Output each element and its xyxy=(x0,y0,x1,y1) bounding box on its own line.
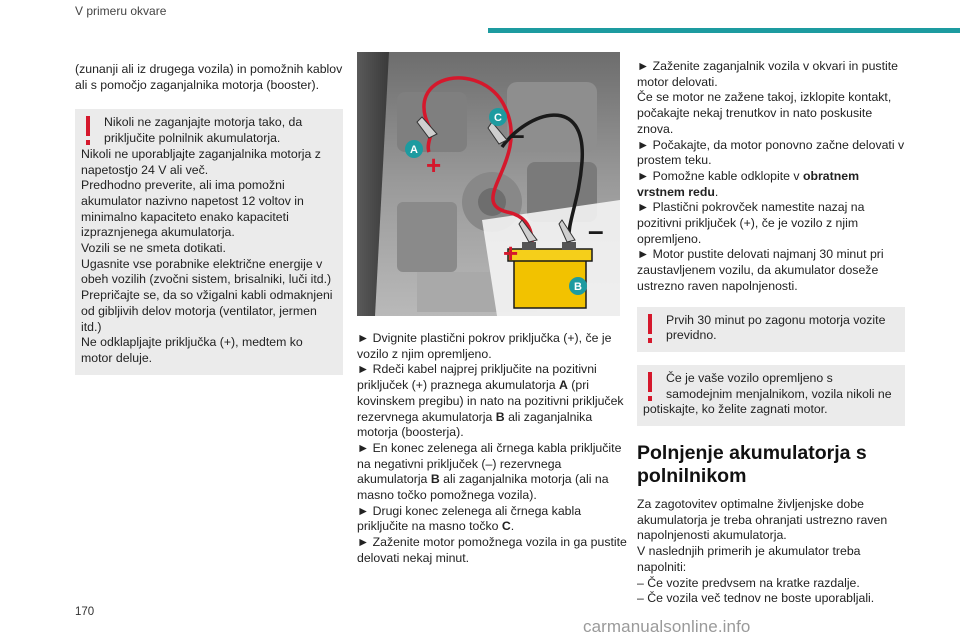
section-heading: Polnjenje akumulatorja s polnilnikom xyxy=(637,442,867,488)
list-item: – Če vozite predvsem na kratke razdalje. xyxy=(637,575,860,590)
step-1: ► Dvignite plastični pokrov priključka (+), če je vozilo z njim opremljeno. xyxy=(357,331,612,361)
warning-box xyxy=(75,109,343,374)
warning-line: Nikoli ne uporabljajte zaganjalnika motorja z napetostjo 24 V ali več. xyxy=(81,146,321,177)
column-right xyxy=(637,59,905,607)
step-9: ► Plastični pokrovček namestite nazaj na pozitivni priključek (+), če je vozilo z njim opremljeno. xyxy=(637,200,865,246)
step-4: ► Drugi konec zelenega ali črnega kabla priključite na masno točko C. xyxy=(357,503,582,534)
warning-first: Nikoli ne zaganjajte motorja tako, da priključite polnilnik akumulatorja. xyxy=(104,115,303,146)
label-a: A xyxy=(410,144,418,156)
step-2: ► Rdeči kabel najprej priključite na pozitivni priključek (+) praznega akumulatorja A (pri kovinskem pregibu) in nato na pozitivni priključek rezervnega akumulatorja B ali zaganjalnika motorja (boosterja). xyxy=(357,362,624,440)
minus-sign-c: – xyxy=(509,119,525,150)
label-b: B xyxy=(574,281,582,293)
jump-start-illustration xyxy=(357,52,620,316)
step-6: ► Zaženite zaganjalnik vozila v okvari in pustite motor delovati. xyxy=(637,59,898,89)
warning-box-drive xyxy=(637,307,905,352)
minus-sign-b: – xyxy=(588,215,604,246)
label-c: C xyxy=(494,112,502,124)
plus-sign-b: + xyxy=(503,238,519,268)
warning-automatic-text-cont: potiskajte, ko želite zagnati motor. xyxy=(643,402,828,417)
step-10: ► Motor pustite delovati najmanj 30 minut pri zaustavljenem vozilu, da akumulator doseže ustrezno raven napolnjenosti. xyxy=(637,247,884,293)
page-number: 170 xyxy=(75,606,95,618)
intro-paragraph: (zunanji ali iz drugega vozila) in pomožnih kablov ali s pomočjo zaganjalnika motorja (booster). xyxy=(75,62,343,92)
warning-line: Ne odklapljajte priključka (+), medtem ko motor deluje. xyxy=(81,335,303,365)
warning-line: Vozili se ne smeta dotikati. xyxy=(81,241,226,256)
plus-sign-a: + xyxy=(426,150,442,180)
exclamation-icon xyxy=(83,116,93,146)
paragraph-retry: Če se motor ne zažene takoj, izklopite kontakt, počakajte nekaj trenutkov in nato poskusite znova. xyxy=(637,90,892,136)
watermark: carmanualsonline.info xyxy=(583,617,751,636)
paragraph-cases: V naslednjih primerih je akumulator treba napolniti: xyxy=(637,544,861,574)
warning-line: Predhodno preverite, ali ima pomožni akumulator nazivno napetost 12 voltov in minimalno kapaciteto enako kapaciteti izpraznjenega akumulatorja. xyxy=(81,178,304,240)
header-accent-bar xyxy=(488,28,960,33)
running-header: V primeru okvare xyxy=(75,4,167,18)
exclamation-icon xyxy=(645,314,655,344)
exclamation-icon xyxy=(645,372,655,402)
warning-line: Prepričajte se, da so vžigalni kabli odmaknjeni od gibljivih delov motorja (ventilator, jermen itd.) xyxy=(81,288,333,334)
paragraph-lifetime: Za zagotovitev optimalne življenjske dobe akumulatorja je treba ohranjati ustrezno raven napolnjenosti akumulatorja. xyxy=(637,497,888,543)
column-left xyxy=(75,62,343,375)
warning-automatic-text: Če je vaše vozilo opremljeno s samodejnim menjalnikom, vozila nikoli ne xyxy=(666,370,892,401)
warning-drive-text: Prvih 30 minut po zagonu motorja vozite previdno. xyxy=(666,312,886,343)
engine-bay-image xyxy=(357,52,620,316)
battery-b-graphic xyxy=(508,242,592,308)
step-8: ► Pomožne kable odklopite v obratnem vrstnem redu. xyxy=(637,168,860,199)
warning-box-automatic xyxy=(637,365,905,426)
list-item: – Če vozila več tednov ne boste uporabljali. xyxy=(637,591,875,606)
step-5: ► Zaženite motor pomožnega vozila in ga pustite delovati nekaj minut. xyxy=(357,535,627,565)
step-7: ► Počakajte, da motor ponovno začne delovati v prostem teku. xyxy=(637,137,905,168)
warning-line: Ugasnite vse porabnike električne energije v obeh vozilih (zvočni sistem, brisalniki, luči itd.) xyxy=(81,256,332,287)
step-3: ► En konec zelenega ali črnega kabla priključite na negativni priključek (–) rezervnega akumulatorja B ali zaganjalnika motorja (ali na masno točko pomožnega vozila). xyxy=(357,440,622,503)
column-middle xyxy=(357,331,627,567)
